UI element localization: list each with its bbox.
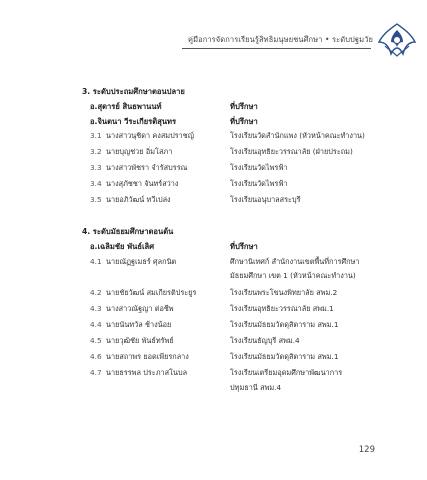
member-number: 3.4	[90, 179, 102, 188]
member-school: ศึกษานิเทศก์ สำนักงานเขตพื้นที่การศึกษา	[230, 257, 360, 266]
member-school-line2: มัธยมศึกษา เขต 1 (หัวหน้าคณะทำงาน)	[230, 271, 356, 280]
member-number: 4.2	[90, 288, 102, 297]
member-number: 3.5	[90, 195, 102, 204]
member-school: โรงเรียนเตรียมอุดมศึกษาพัฒนาการ	[230, 368, 343, 377]
member-school: โรงเรียนวัดสำนักแพง (หัวหน้าคณะทำงาน)	[230, 131, 365, 140]
section-3-leader-2-name: อ.จินตนา วีระเกียรติสุนทร	[90, 117, 177, 126]
member-school: โรงเรียนวัดไพรฟ้า	[230, 179, 288, 188]
member-school: โรงเรียนธัญบุรี สพม.4	[230, 336, 300, 345]
member-school: โรงเรียนพระโขนงพิทยาลัย สพม.2	[230, 288, 338, 297]
member-school: โรงเรียนมัธยมวัดดุสิตาราม สพม.1	[230, 352, 339, 361]
member-school: โรงเรียนอนุบาลสระบุรี	[230, 195, 301, 204]
section-3-heading: 3. ระดับประถมศึกษาตอนปลาย	[82, 87, 185, 96]
organization-logo-icon	[375, 20, 419, 60]
page-number: 129	[358, 445, 375, 455]
member-name: นายสถาพร ยอดเพียรกลาง	[106, 352, 189, 361]
member-number: 3.1	[90, 131, 102, 140]
member-school: โรงเรียนอุทธิยะวรรณาลัย (ฝ่ายประถม)	[230, 147, 353, 156]
section-3-leader-1-name: อ.สุดารย์ สินธพานนท์	[90, 102, 162, 111]
member-number: 4.3	[90, 304, 102, 313]
member-name: นายชัยวัฒน์ สมเกียรติประยูร	[106, 288, 197, 297]
member-name: นางสาวพัชรา จำรัสบรรณ	[106, 163, 188, 172]
section-3-leader-1-role: ที่ปรึกษา	[230, 102, 258, 111]
member-name: นางสาวณัฐญา ต่อชีพ	[106, 304, 174, 313]
member-number: 3.3	[90, 163, 102, 172]
running-header: คู่มือการจัดการเรียนรู้สิทธิมนุษยชนศึกษา • ระดับปฐมวัย	[187, 35, 373, 44]
member-name: นางสาวนุชิดา คงสมปราชญ์	[106, 131, 194, 140]
member-school: โรงเรียนอุทธิยะวรรณาลัย สพม.1	[230, 304, 334, 313]
header-rule	[182, 48, 371, 49]
section-4-heading: 4. ระดับมัธยมศึกษาตอนต้น	[82, 227, 174, 236]
member-number: 4.4	[90, 320, 102, 329]
member-name: นายนันทวัล ช้างน้อย	[106, 320, 172, 329]
member-number: 4.7	[90, 368, 102, 377]
member-name: นายอภิวัฒน์ ทวีเปล่ง	[106, 195, 171, 204]
section-3-leader-2-role: ที่ปรึกษา	[230, 117, 258, 126]
member-name: นายวุฒิชัย พันธ์ทรัพย์	[106, 336, 174, 345]
member-name: นางสุภัชชา จันทร์สว่าง	[106, 179, 179, 188]
section-4-leader-1-role: ที่ปรึกษา	[230, 242, 258, 251]
member-number: 4.6	[90, 352, 102, 361]
member-number: 4.5	[90, 336, 102, 345]
member-school: โรงเรียนวัดไพรฟ้า	[230, 163, 288, 172]
member-name: นายณัฏฐเมธร์ ศุลกนิต	[106, 257, 177, 266]
member-name: นายธรรพล ประภาสโนบล	[106, 368, 188, 377]
member-name: นายบุญช่วย อิ่มโสภา	[106, 147, 173, 156]
member-school-line2: ปทุมธานี สพม.4	[230, 383, 282, 392]
member-number: 4.1	[90, 257, 102, 266]
member-school: โรงเรียนมัธยมวัดดุสิตาราม สพม.1	[230, 320, 339, 329]
member-number: 3.2	[90, 147, 102, 156]
section-4-leader-1-name: อ.เฉลิมชัย พันธ์เลิศ	[90, 242, 155, 251]
